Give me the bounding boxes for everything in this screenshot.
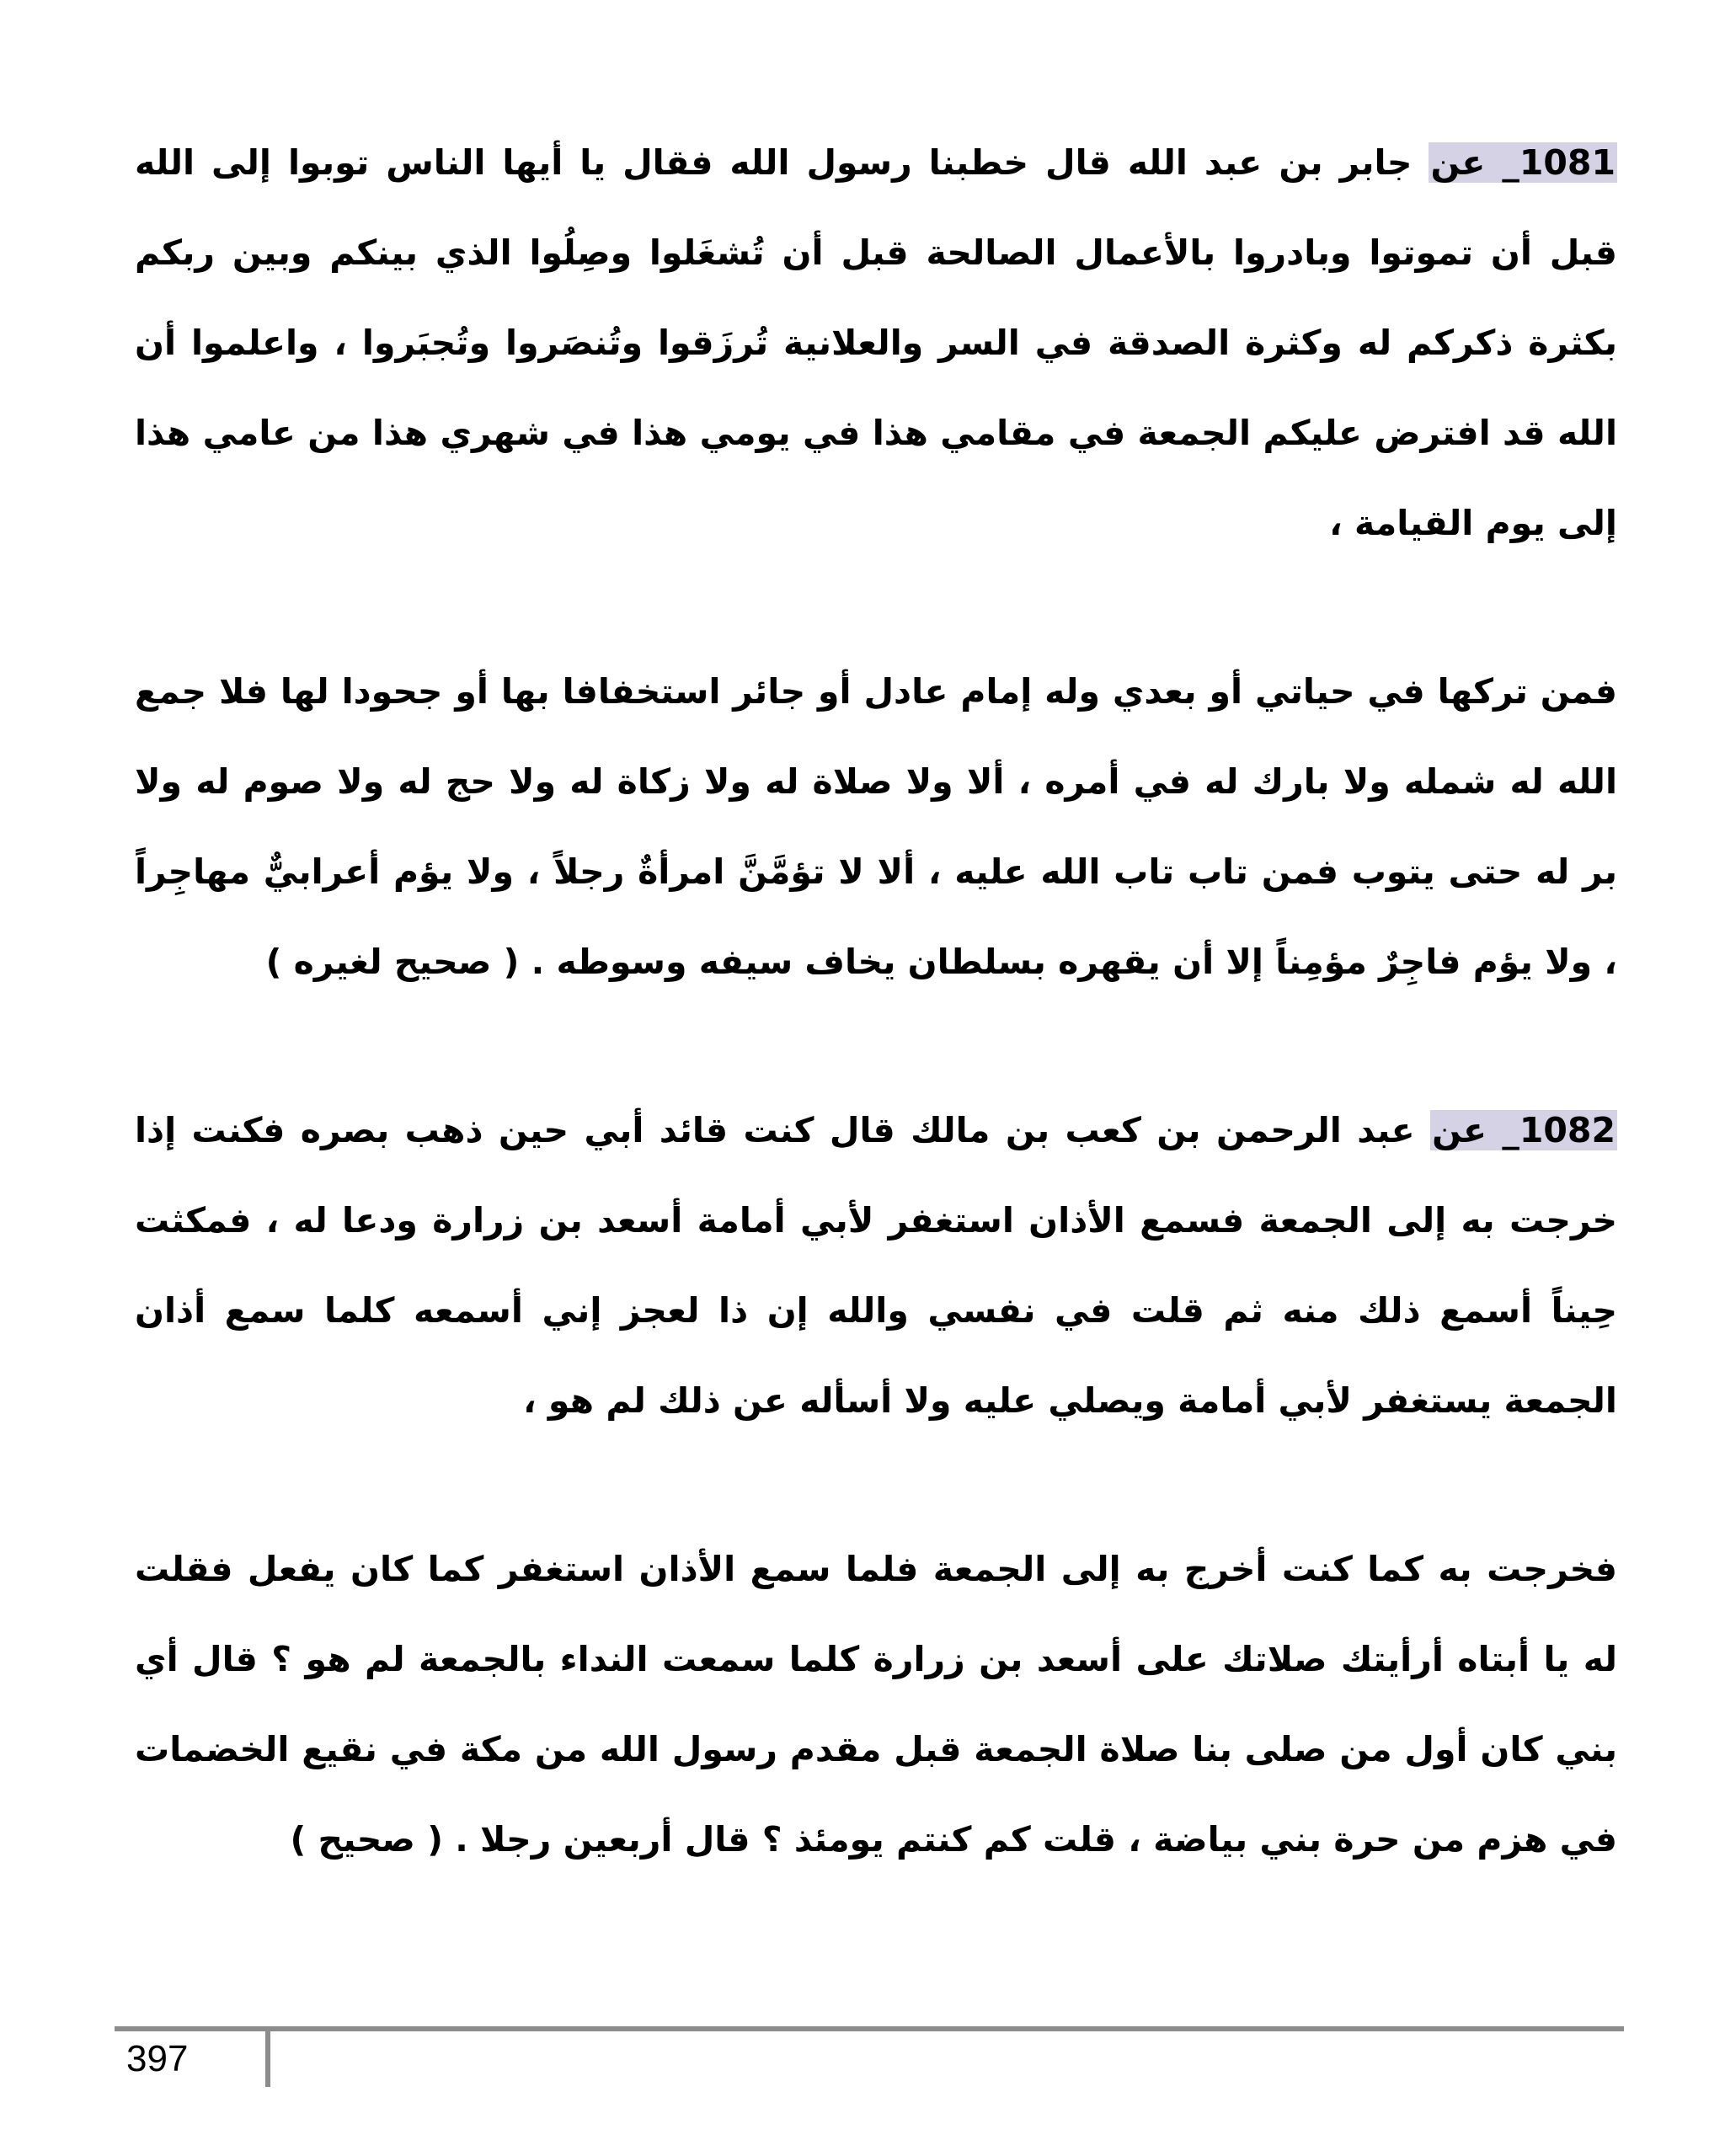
hadith-1082-text-1: عبد الرحمن بن كعب بن مالك قال كنت قائد أبي حين ذهب بصره فكنت إذا خرجت به إلى الجمعة فسمع الأذان استغفر لأبي أمامة أسعد بن زرارة ودعا له ، فمكثت حِيناً أسمع ذلك منه ثم قلت في نفسي والله إن ذا لعجز إني أسمعه كلما سمع أذان الجمعة يستغفر لأبي أمامة ويصلي عليه ولا أسأله عن ذلك لم هو ، — [135, 1110, 1617, 1421]
hadith-number-1082: 1082_ عن — [1432, 1110, 1616, 1150]
hadith-1082-text-2: فخرجت به كما كنت أخرج به إلى الجمعة فلما سمع الأذان استغفر كما كان يفعل فقلت له يا أبتاه أرأيتك صلاتك على أسعد بن زرارة كلما سمعت النداء بالجمعة لم هو ؟ قال أي بني كان أول من صلى بنا صلاة الجمعة قبل مقدم رسول الله من مكة في نقيع الخضمات في هزم من حرة بني بياضة ، قلت كم كنتم يومئذ ؟ قال أربعين رجلا . ( صحيح ) — [135, 1549, 1617, 1860]
hadith-1081-text-1: جابر بن عبد الله قال خطبنا رسول الله فقال يا أيها الناس توبوا إلى الله قبل أن تموتوا وبادروا بالأعمال الصالحة قبل أن تُشغَلوا وصِلُوا الذي بينكم وبين ربكم بكثرة ذكركم له وكثرة الصدقة في السر والعلانية تُرزَقوا وتُنصَروا وتُجبَروا ، واعلموا أن الله قد افترض عليكم الجمعة في مقامي هذا في يومي هذا في شهري هذا من عامي هذا إلى يوم القيامة ، — [135, 142, 1617, 543]
hadith-number-1081: 1081_ عن — [1430, 142, 1616, 183]
footer-divider-tick — [265, 2031, 270, 2087]
hadith-1081-paragraph-2 — [135, 647, 1617, 1007]
page-body — [135, 118, 1617, 1885]
hadith-1081-paragraph-1 — [135, 118, 1617, 568]
hadith-1082-paragraph-2 — [135, 1524, 1617, 1885]
footer-divider — [115, 2026, 1624, 2031]
hadith-1082-paragraph-1 — [135, 1086, 1617, 1446]
hadith-1081-text-2: فمن تركها في حياتي أو بعدي وله إمام عادل أو جائر استخفافا بها أو جحودا لها فلا جمع الله له شمله ولا بارك له في أمره ، ألا ولا صلاة له ولا زكاة له ولا حج له ولا صوم له ولا بر له حتى يتوب فمن تاب تاب الله عليه ، ألا لا تؤمَّنَّ امرأةٌ رجلاً ، ولا يؤم أعرابيٌّ مهاجِراً ، ولا يؤم فاجِرٌ مؤمِناً إلا أن يقهره بسلطان يخاف سيفه وسوطه . ( صحيح لغيره ) — [135, 671, 1617, 982]
page-number: 397 — [126, 2038, 189, 2079]
